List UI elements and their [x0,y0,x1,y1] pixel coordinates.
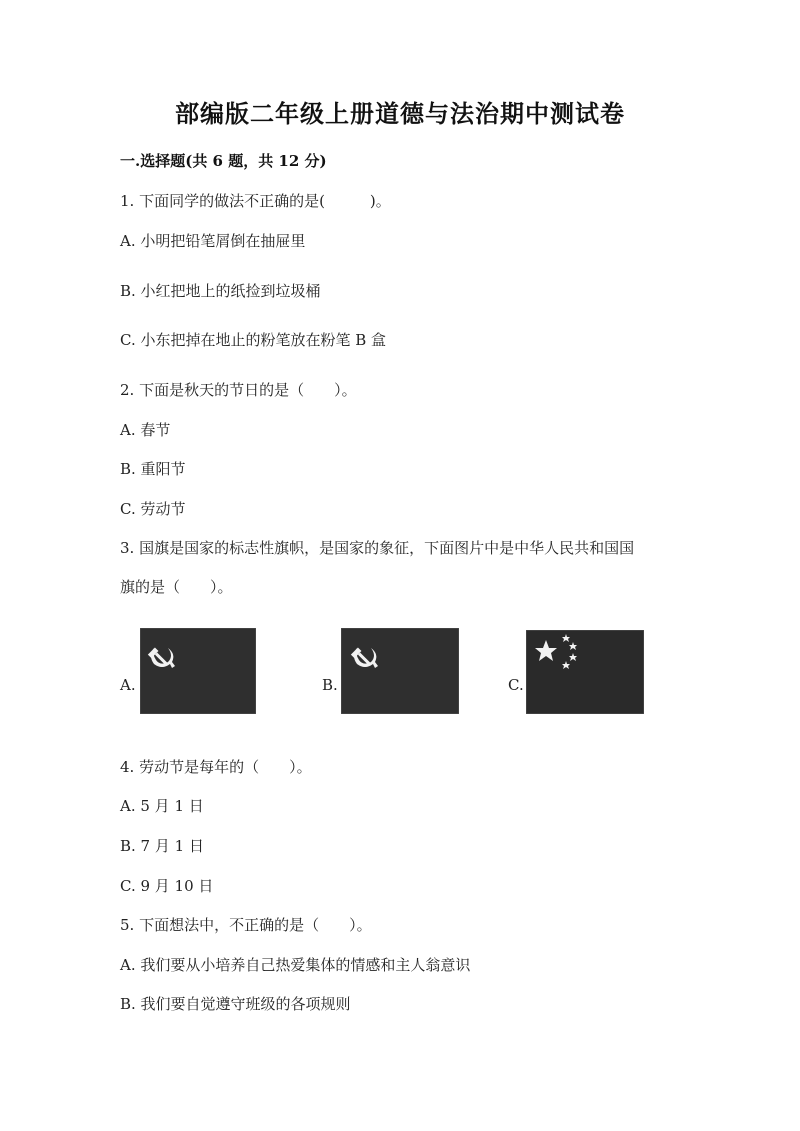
question-4-option-b[interactable]: B. 7 月 1 日 [120,837,204,855]
question-1-option-c[interactable]: C. 小东把掉在地止的粉笔放在粉笔 B 盒 [120,331,387,349]
question-3-stem-line-1: 3. 国旗是国家的标志性旗帜，是国家的象征，下面图片中是中华人民共和国国 [120,539,635,557]
question-5-option-b[interactable]: B. 我们要自觉遵守班级的各项规则 [120,995,351,1013]
question-2-option-a[interactable]: A. 春节 [120,421,171,439]
option-label: B. [322,676,338,694]
question-3-option-a[interactable] [120,628,260,718]
option-label: A. [120,676,136,694]
question-3-stem-line-2: 旗的是（ ）。 [120,578,233,596]
option-label: C. [508,676,524,694]
national-flag-icon [526,630,644,714]
party-flag-icon [140,628,256,714]
question-1-option-b[interactable]: B. 小红把地上的纸捡到垃圾桶 [120,282,321,300]
question-1-option-a[interactable]: A. 小明把铅笔屑倒在抽屉里 [120,232,306,250]
question-5-option-a[interactable]: A. 我们要从小培养自己热爱集体的情感和主人翁意识 [120,956,471,974]
question-5-stem: 5. 下面想法中，不正确的是（ ）。 [120,916,372,934]
question-1-stem: 1. 下面同学的做法不正确的是( )。 [120,192,391,210]
question-4-stem: 4. 劳动节是每年的（ ）。 [120,758,312,776]
question-4-option-c[interactable]: C. 9 月 10 日 [120,877,214,895]
question-2-stem: 2. 下面是秋天的节日的是（ ）。 [120,381,357,399]
question-3-option-b[interactable] [322,628,462,718]
party-flag-icon [341,628,459,714]
question-3-option-c[interactable] [508,628,648,718]
page-title: 部编版二年级上册道德与法治期中测试卷 [175,99,625,128]
question-2-option-c[interactable]: C. 劳动节 [120,500,186,518]
question-4-option-a[interactable]: A. 5 月 1 日 [120,797,204,815]
question-2-option-b[interactable]: B. 重阳节 [120,460,186,478]
question-3-flag-options [0,628,800,718]
section-heading: 一.选择题(共 6 题，共 12 分) [120,152,327,170]
